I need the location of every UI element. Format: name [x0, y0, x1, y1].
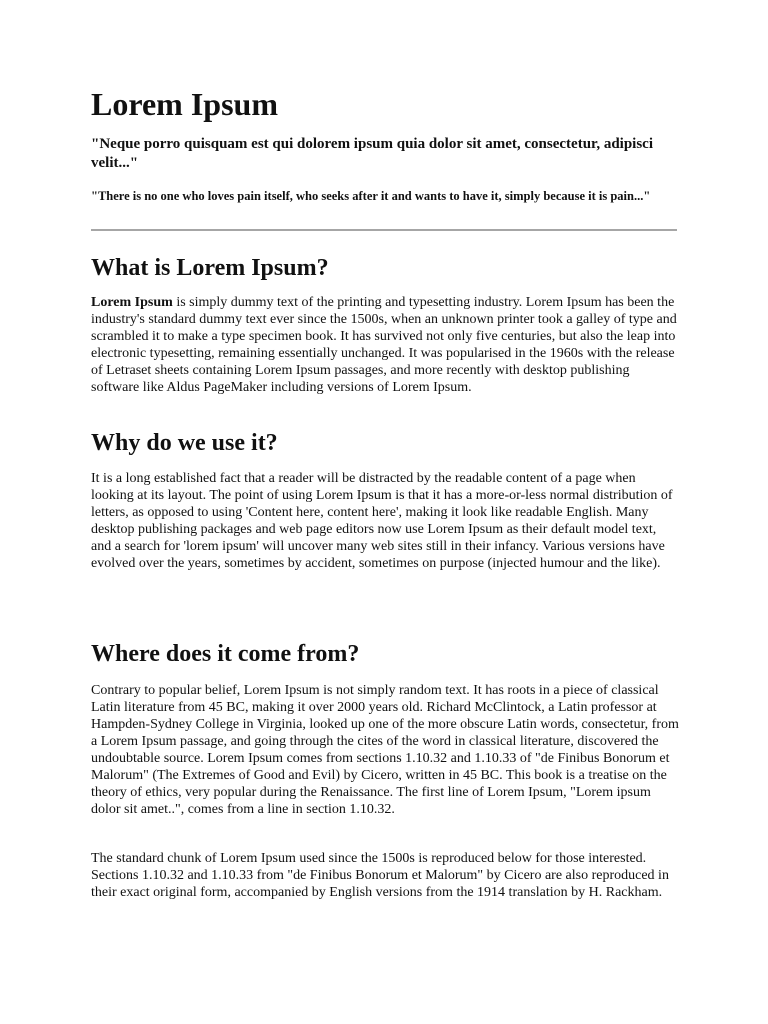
latin-quote: "Neque porro quisquam est qui dolorem ipsum quia dolor sit amet, consectetur, adipisci velit...": [91, 136, 653, 171]
section-paragraph-standard-chunk: The standard chunk of Lorem Ipsum used since the 1500s is reproduced below for those interested. Sections 1.10.32 and 1.10.33 from "de Finibus Bonorum et Malorum" by Cicero are also reproduced in their exact original form, accompanied by English versions from the 1914 translation by H. Rackham.: [91, 851, 669, 900]
english-quote: "There is no one who loves pain itself, who seeks after it and wants to have it, simply because it is pain...": [91, 189, 651, 203]
page-title: Lorem Ipsum: [91, 86, 278, 122]
section-paragraph-where-from: Contrary to popular belief, Lorem Ipsum is not simply random text. It has roots in a piece of classical Latin literature from 45 BC, making it over 2000 years old. Richard McClintock, a Latin professor at Hampden-Sydney College in Virginia, looked up one of the more obscure Latin words, consectetur, from a Lorem Ipsum passage, and going through the cites of the word in classical literature, discovered the undoubtable source. Lorem Ipsum comes from sections 1.10.32 and 1.10.33 of "de Finibus Bonorum et Malorum" (The Extremes of Good and Evil) by Cicero, written in 45 BC. This book is a treatise on the theory of ethics, very popular during the Renaissance. The first line of Lorem Ipsum, "Lorem ipsum dolor sit amet..", comes from a line in section 1.10.32.: [91, 683, 679, 817]
section-paragraph-text: is simply dummy text of the printing and typesetting industry. Lorem Ipsum has been the industry's standard dummy text ever since the 1500s, when an unknown printer took a galley of type and scrambled it to make a type specimen book. It has survived not only five centuries, but also the leap into electronic typesetting, remaining essentially unchanged. It was popularised in the 1960s with the release of Letraset sheets containing Lorem Ipsum passages, and more recently with desktop publishing software like Aldus PageMaker including versions of Lorem Ipsum.: [91, 295, 677, 395]
section-heading-why-use: Why do we use it?: [91, 430, 278, 456]
section-heading-where-from: Where does it come from?: [91, 641, 360, 667]
section-heading-what-is: What is Lorem Ipsum?: [91, 255, 329, 281]
section-paragraph-why-use: It is a long established fact that a reader will be distracted by the readable content of a page when looking at its layout. The point of using Lorem Ipsum is that it has a more-or-less normal distribution of letters, as opposed to using 'Content here, content here', making it look like readable English. Many desktop publishing packages and web page editors now use Lorem Ipsum as their default model text, and a search for 'lorem ipsum' will uncover many web sites still in their infancy. Various versions have evolved over the years, sometimes by accident, sometimes on purpose (injected humour and the like).: [91, 471, 673, 571]
horizontal-divider: [91, 229, 677, 231]
lead-term: Lorem Ipsum: [91, 295, 173, 310]
section-paragraph-what-is: [91, 294, 679, 396]
